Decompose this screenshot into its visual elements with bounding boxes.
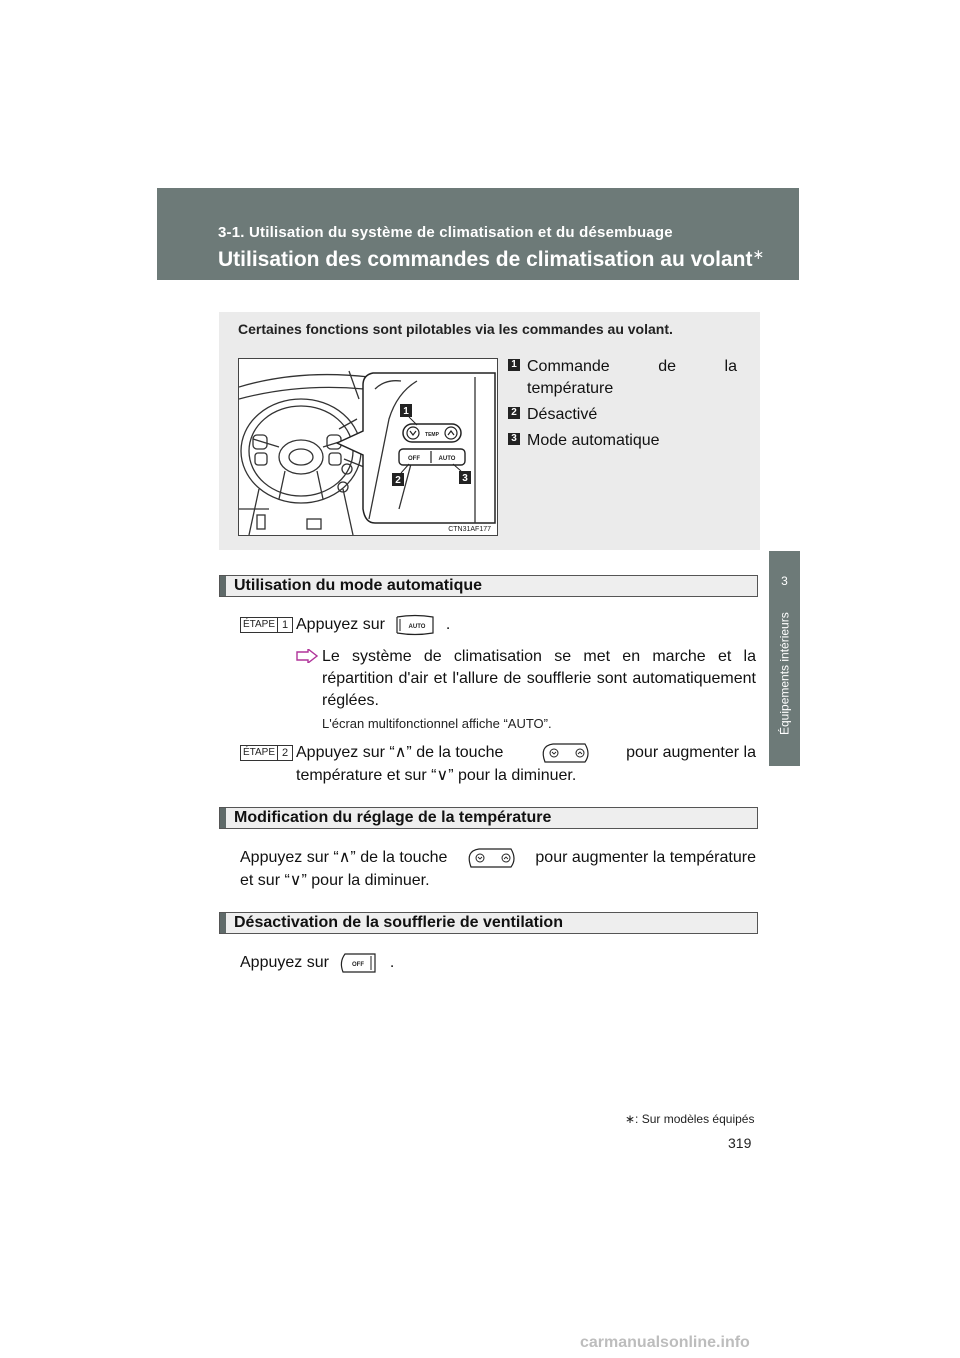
step-label: ÉTAPE xyxy=(242,619,276,630)
temp-button-icon xyxy=(463,847,519,869)
off-button-label: OFF xyxy=(352,962,365,968)
legend-label-3: Mode automatique xyxy=(527,432,660,449)
figure-callout-1: 1 xyxy=(403,406,409,417)
page-number: 319 xyxy=(728,1135,752,1151)
step2-text-a: Appuyez sur “∧” de la touche xyxy=(296,744,504,761)
steering-wheel-drawing xyxy=(239,359,497,535)
subheading-fan-off-text: Désactivation de la soufflerie de ventilation xyxy=(234,914,563,931)
page-title xyxy=(218,248,764,272)
watermark: carmanualsonline.info xyxy=(580,1334,750,1351)
step2-line1 xyxy=(296,742,756,764)
step2-line2: température et sur “∨” pour la diminuer. xyxy=(296,767,577,784)
chapter-number: 3 xyxy=(781,574,788,588)
step-number: 1 xyxy=(277,618,292,632)
chapter-label: Équipements intérieurs xyxy=(777,612,792,735)
legend-num-1: 1 xyxy=(508,359,520,371)
equipped-mark: ∗ xyxy=(752,246,765,262)
legend-num-3: 3 xyxy=(508,433,520,445)
legend-label-1: Commande de la température xyxy=(527,358,737,397)
step1-text-before: Appuyez sur xyxy=(296,616,385,634)
subheading-auto-mode-text: Utilisation du mode automatique xyxy=(234,577,483,594)
subheading-temperature xyxy=(219,807,758,829)
figure-callout-2: 2 xyxy=(395,475,401,486)
off-label: OFF xyxy=(408,456,420,462)
step1-text-after: . xyxy=(445,616,451,634)
section-label: 3-1. Utilisation du système de climatisation et du désembuage xyxy=(218,224,673,241)
steering-wheel-illustration xyxy=(238,358,498,536)
legend-item-temperature xyxy=(508,356,737,400)
figure-code: CTN31AF177 xyxy=(448,526,491,533)
footnote: ∗: Sur modèles équipés xyxy=(625,1112,755,1126)
subheading-fan-off xyxy=(219,912,758,934)
step-number-2: 2 xyxy=(277,746,292,760)
temperature-text-a: Appuyez sur “∧” de la touche xyxy=(240,849,448,866)
legend-num-2: 2 xyxy=(508,407,520,419)
subheading-bar xyxy=(220,576,226,596)
legend-item-auto xyxy=(508,430,737,452)
auto-button-label: AUTO xyxy=(408,624,426,630)
fan-off-text xyxy=(240,952,394,974)
figure-callout-3: 3 xyxy=(462,473,468,484)
subheading-bar xyxy=(220,808,226,828)
subheading-temperature-text: Modification du réglage de la température xyxy=(234,809,552,826)
page-title-text: Utilisation des commandes de climatisation au volant xyxy=(218,248,753,271)
temperature-line1 xyxy=(240,847,756,869)
step-badge-1 xyxy=(240,617,293,633)
subheading-auto-mode xyxy=(219,575,758,597)
off-button-icon xyxy=(337,952,381,974)
subheading-bar xyxy=(220,913,226,933)
temp-label: TEMP xyxy=(425,432,439,438)
result-arrow-icon xyxy=(296,649,318,663)
step1-text xyxy=(296,614,450,636)
step-badge-2 xyxy=(240,745,293,761)
auto-button-icon xyxy=(393,614,437,636)
temperature-line2: et sur “∨” pour la diminuer. xyxy=(240,872,430,889)
temp-button-icon xyxy=(537,742,593,764)
fan-off-text-before: Appuyez sur xyxy=(240,954,329,972)
temperature-text-b: pour augmenter la température xyxy=(535,849,756,866)
fan-off-text-after: . xyxy=(389,954,395,972)
step2-text-b: pour augmenter la xyxy=(626,744,756,761)
intro-text: Certaines fonctions sont pilotables via les commandes au volant. xyxy=(238,321,673,337)
legend-item-off xyxy=(508,404,737,426)
step1-result: Le système de climatisation se met en marche et la répartition d'air et l'allure de soufflerie sont automatiquement réglées. xyxy=(322,648,756,709)
legend-label-2: Désactivé xyxy=(527,406,598,423)
step-label-2: ÉTAPE xyxy=(242,747,276,758)
auto-label: AUTO xyxy=(438,456,456,462)
step1-note: L'écran multifonctionnel affiche “AUTO”. xyxy=(322,716,552,731)
